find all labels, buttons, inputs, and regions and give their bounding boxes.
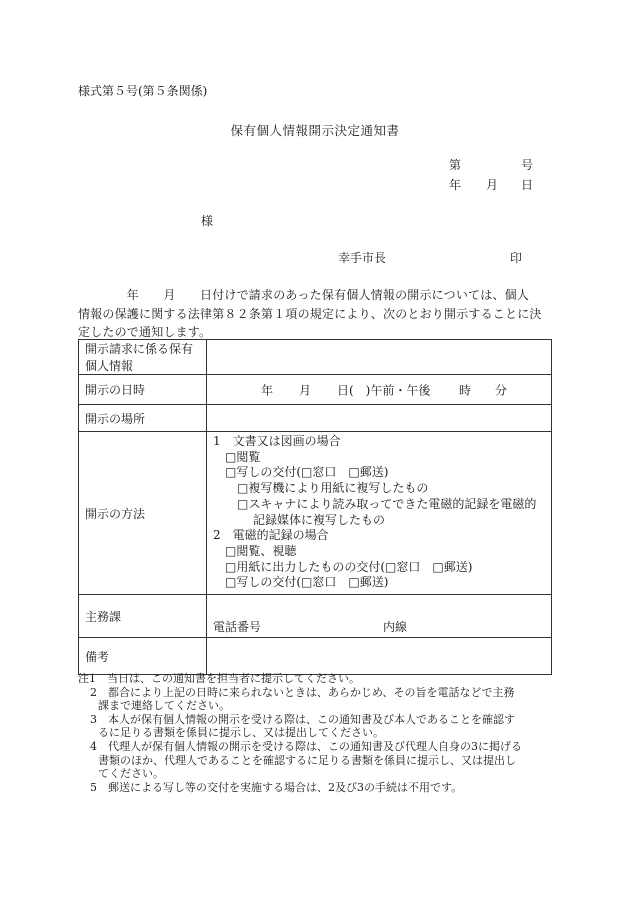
note-line: 4 代理人が保有個人情報の開示を受ける際は、この通知書及び代理人自身の3に掲げる <box>90 739 522 753</box>
division-label: 主務課 <box>79 595 207 638</box>
note-line: 3 本人が保有個人情報の開示を受ける際は、この通知書及び本人であることを確認す <box>90 712 515 726</box>
method-label: 開示の方法 <box>79 432 207 595</box>
subject-value <box>207 340 552 375</box>
date-year: 年 <box>449 178 462 192</box>
datetime-minute: 分 <box>495 383 508 397</box>
method-option: □写しの交付(□窓口 □郵送) <box>225 465 389 480</box>
note-line: てください。 <box>98 767 164 781</box>
note-line: 5 郵送による写し等の交付を実施する場合は、2及び3の手続は不用です。 <box>90 780 463 794</box>
datetime-value <box>207 375 552 405</box>
note-line: 注1 当日は、この通知書を担当者に提示してください。 <box>78 672 360 685</box>
disclosure-table <box>78 339 552 675</box>
subject-label: 開示請求に係る保有 個人情報 <box>79 340 207 375</box>
table-row-datetime <box>79 375 552 405</box>
body-paragraph <box>78 286 556 342</box>
note-line: 課まで連絡してください。 <box>98 699 230 713</box>
body-line: 年 月 日付けで請求のあった保有個人情報の開示については、個人 <box>78 288 530 302</box>
notes-label: 備考 <box>79 638 207 675</box>
document-title: 保有個人情報開示決定通知書 <box>230 123 400 138</box>
place-label: 開示の場所 <box>79 405 207 432</box>
form-number: 様式第５号(第５条関係) <box>78 84 208 98</box>
method-option: □用紙に出力したものの交付(□窓口 □郵送) <box>225 559 473 574</box>
phone-label: 電話番号 <box>213 620 262 634</box>
datetime-year: 年 <box>261 383 274 397</box>
issuer-mayor: 幸手市長 <box>338 251 387 265</box>
method-option: □写しの交付(□窓口 □郵送) <box>225 575 389 590</box>
table-row-notes <box>79 638 552 675</box>
method-options <box>207 432 552 595</box>
method-line: 記録媒体に複写したもの <box>253 512 386 527</box>
table-row-place <box>79 405 552 432</box>
datetime-label: 開示の日時 <box>79 375 207 405</box>
method-option: □閲覧、視聴 <box>225 543 297 558</box>
number-suffix: 号 <box>521 158 534 172</box>
method-line: 1 文書又は図画の場合 <box>213 434 341 448</box>
date-month: 月 <box>486 178 499 192</box>
note-line: 2 都合により上記の日時に来られないときは、あらかじめ、その旨を電話などで主務 <box>90 685 515 699</box>
seal-mark: 印 <box>510 251 523 265</box>
method-option: □スキャナにより読み取ってできた電磁的記録を電磁的 <box>237 496 537 511</box>
division-value <box>207 595 552 638</box>
method-option: □複写機により用紙に複写したもの <box>237 481 429 496</box>
datetime-month: 月 <box>299 383 312 397</box>
datetime-hour: 時 <box>459 383 472 397</box>
body-line: 情報の保護に関する法律第８２条第１項の規定により、次のとおり開示することに決 <box>78 306 542 321</box>
table-row-division <box>79 595 552 638</box>
table-row-subject <box>79 340 552 375</box>
footnotes <box>78 672 522 794</box>
method-option: □閲覧 <box>225 449 261 464</box>
place-value <box>207 405 552 432</box>
extension-label: 内線 <box>383 620 408 634</box>
addressee-suffix: 様 <box>201 214 214 228</box>
body-line: 定したので通知します。 <box>78 325 212 339</box>
note-line: るに足りる書類を係員に提示し、又は提出してください。 <box>98 726 384 740</box>
date-day: 日 <box>521 178 534 192</box>
method-line: 2 電磁的記録の場合 <box>213 528 329 543</box>
datetime-day-ampm: 日( )午前・午後 <box>337 383 431 397</box>
table-row-method <box>79 432 552 595</box>
number-prefix: 第 <box>449 158 462 172</box>
notes-value <box>207 638 552 675</box>
note-line: 書類のほか、代理人であることを確認するに足りる書類を係員に提示し、又は提出し <box>98 753 516 767</box>
